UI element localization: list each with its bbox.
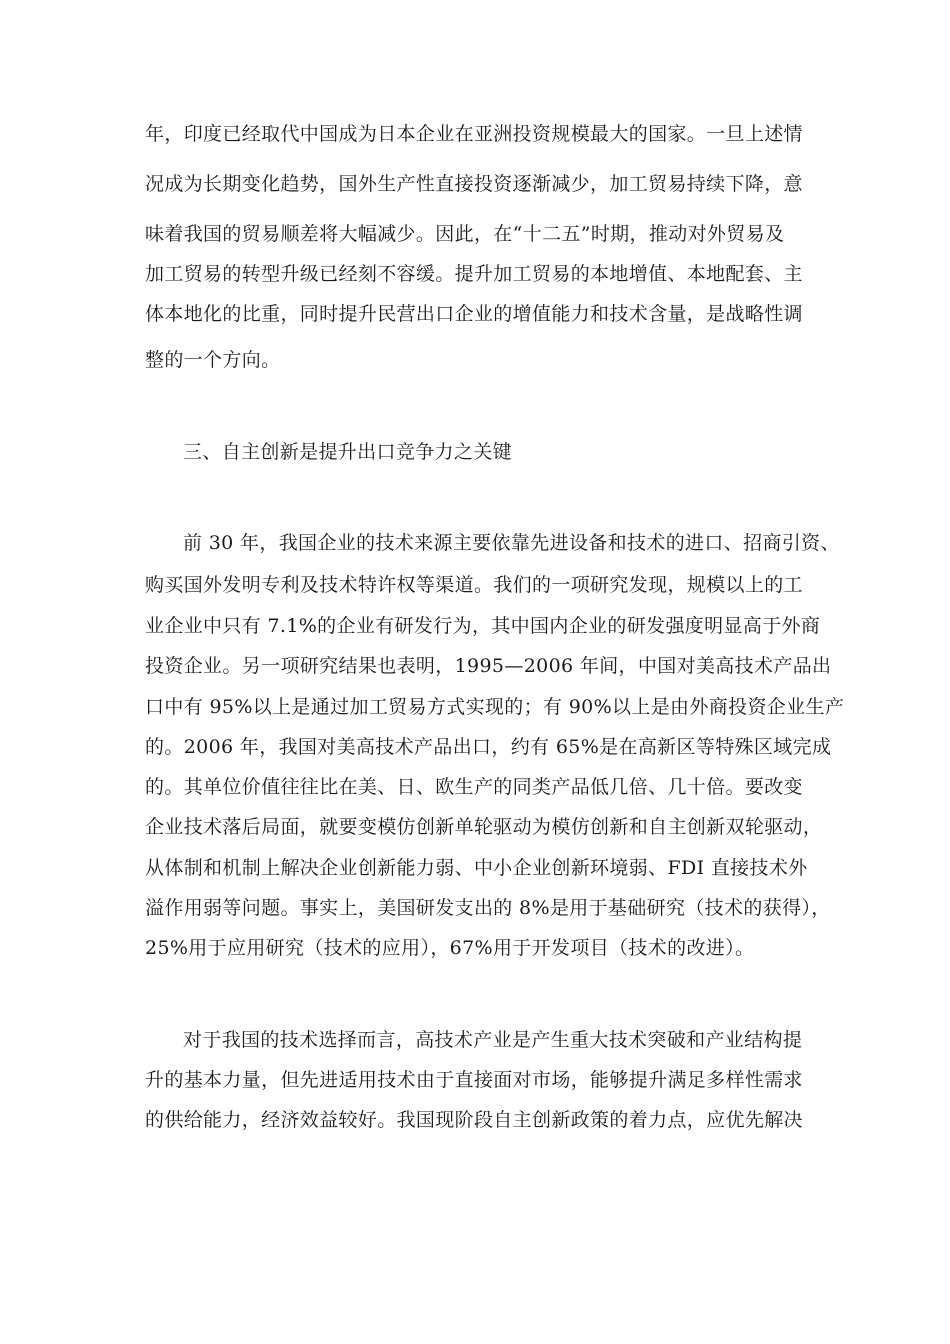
- paragraph-line: 对于我国的技术选择而言，高技术产业是产生重大技术突破和产业结构提: [183, 1029, 803, 1051]
- paragraph-line: 的。其单位价值往往比在美、日、欧生产的同类产品低几倍、几十倍。要改变: [145, 776, 803, 798]
- paragraph-line: 25%用于应用研究（技术的应用），67%用于开发项目（技术的改进）。: [145, 937, 755, 959]
- paragraph-line: 口中有 95%以上是通过加工贸易方式实现的；有 90%以上是由外商投资企业生产: [145, 696, 845, 718]
- paragraph-line: 年，印度已经取代中国成为日本企业在亚洲投资规模最大的国家。一旦上述情: [145, 123, 803, 145]
- paragraph-line: 况成为长期变化趋势，国外生产性直接投资逐渐减少，加工贸易持续下降，意: [145, 173, 803, 195]
- paragraph-line: 的供给能力，经济效益较好。我国现阶段自主创新政策的着力点，应优先解决: [145, 1109, 803, 1131]
- paragraph-line: 购买国外发明专利及技术特许权等渠道。我们的一项研究发现，规模以上的工: [145, 574, 803, 596]
- paragraph-line: 加工贸易的转型升级已经刻不容缓。提升加工贸易的本地增值、本地配套、主: [145, 263, 803, 285]
- paragraph-line: 体本地化的比重，同时提升民营出口企业的增值能力和技术含量，是战略性调: [145, 303, 803, 325]
- paragraph-line: 升的基本力量，但先进适用技术由于直接面对市场，能够提升满足多样性需求: [145, 1069, 803, 1091]
- paragraph-line: 投资企业。另一项研究结果也表明，1995—2006 年间，中国对美高技术产品出: [145, 655, 832, 677]
- paragraph-line: 整的一个方向。: [145, 349, 281, 371]
- paragraph-line: 味着我国的贸易顺差将大幅减少。因此，在“十二五”时期，推动对外贸易及: [145, 223, 785, 245]
- paragraph-line: 业企业中只有 7.1%的企业有研发行为，其中国内企业的研发强度明显高于外商: [145, 615, 821, 637]
- section-heading: 三、自主创新是提升出口竞争力之关键: [183, 441, 512, 463]
- paragraph-line: 从体制和机制上解决企业创新能力弱、中小企业创新环境弱、FDI 直接技术外: [145, 857, 808, 879]
- paragraph-line: 溢作用弱等问题。事实上，美国研发支出的 8%是用于基础研究（技术的获得），: [145, 897, 831, 919]
- paragraph-line: 的。2006 年，我国对美高技术产品出口，约有 65%是在高新区等特殊区域完成: [145, 736, 832, 758]
- paragraph-line: 企业技术落后局面，就要变模仿创新单轮驱动为模仿创新和自主创新双轮驱动，: [145, 816, 823, 838]
- paragraph-line: 前 30 年，我国企业的技术来源主要依靠先进设备和技术的进口、招商引资、: [183, 532, 840, 554]
